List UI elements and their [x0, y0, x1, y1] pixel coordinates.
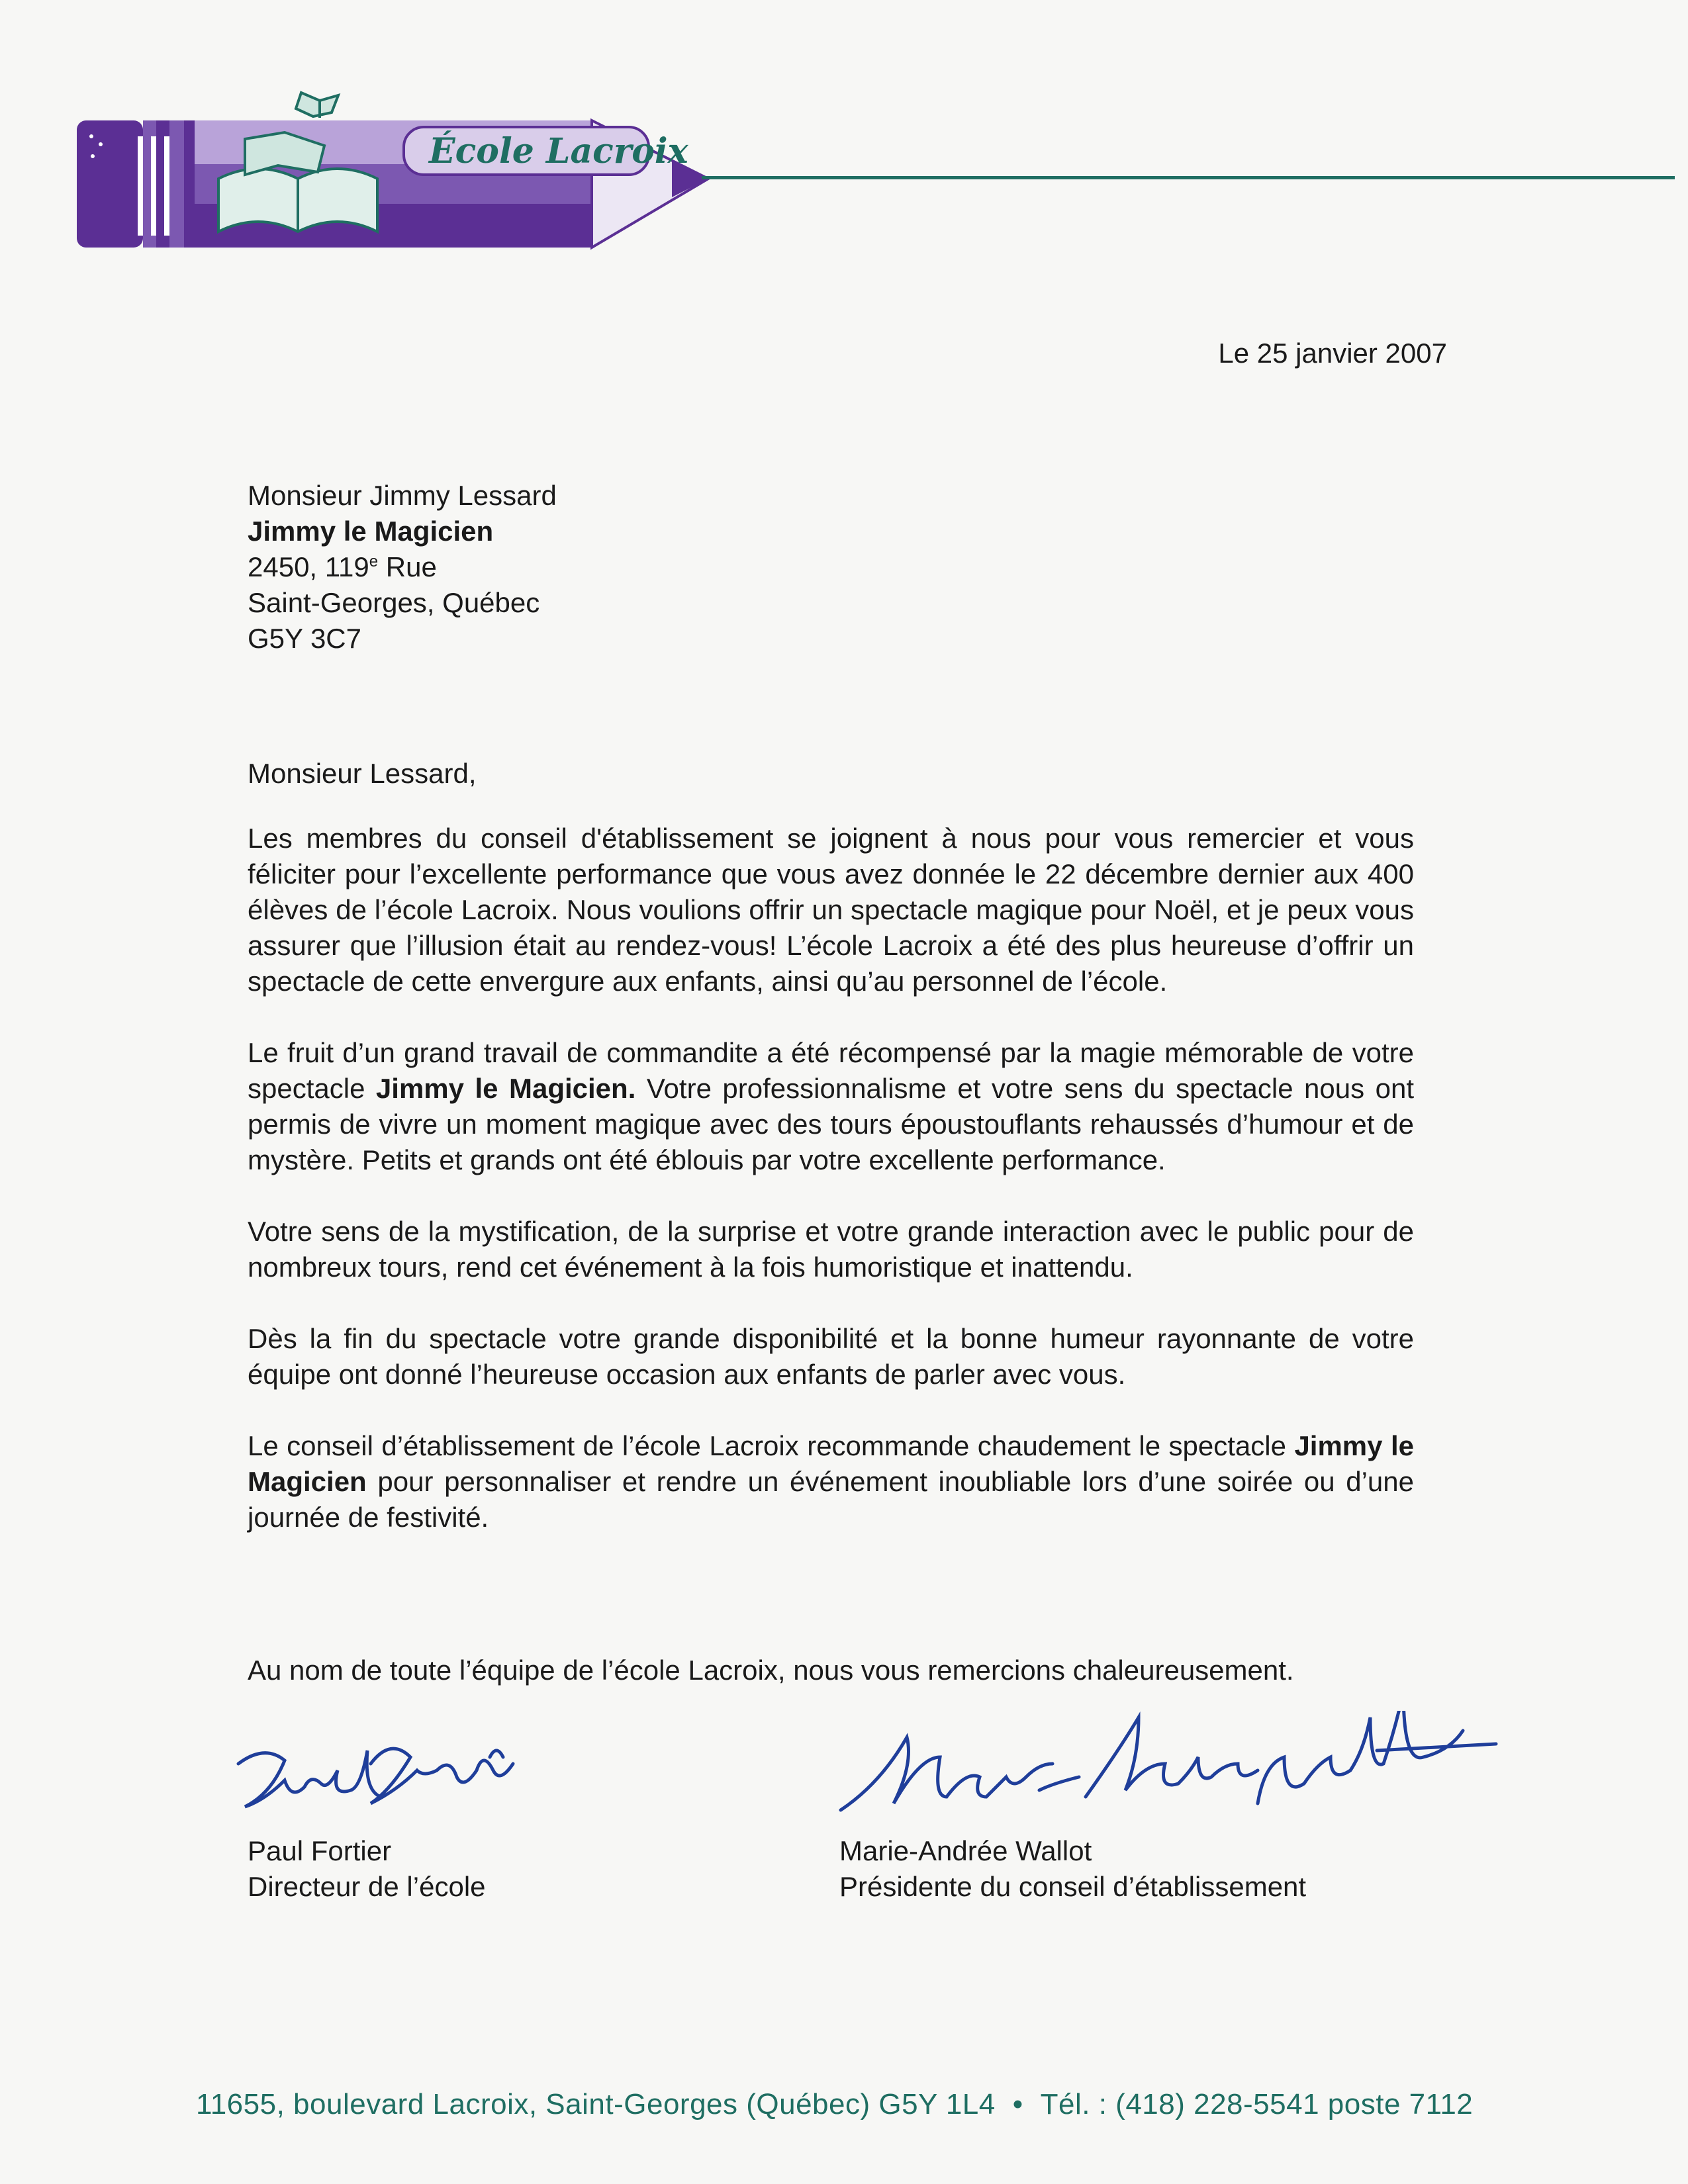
paragraph-4: Dès la fin du spectacle votre grande disponibilité et la bonne humeur rayonnante de votre équipe ont donné l’heureuse occasion aux enfants de parler avec vous. — [248, 1323, 1414, 1390]
recipient-address — [248, 478, 557, 657]
signer-right-title: Présidente du conseil d’établissement — [839, 1871, 1307, 1902]
signer-right-name: Marie-Andrée Wallot — [839, 1835, 1092, 1866]
letterhead-rule — [702, 176, 1675, 179]
recipient-street: 2450, 119e Rue — [248, 551, 437, 582]
recipient-name: Monsieur Jimmy Lessard — [248, 480, 557, 511]
flying-book-icon — [296, 93, 338, 118]
closing-line: Au nom de toute l’équipe de l’école Lacroix, nous vous remercions chaleureusement. — [248, 1655, 1294, 1686]
signer-right — [839, 1833, 1306, 1905]
recipient-postal: G5Y 3C7 — [248, 623, 361, 654]
recipient-city: Saint-Georges, Québec — [248, 587, 540, 618]
signer-left-name: Paul Fortier — [248, 1835, 392, 1866]
footer-phone: Tél. : (418) 228-5541 poste 7112 — [1040, 2088, 1474, 2120]
footer-separator: • — [1012, 2088, 1023, 2120]
letter-body — [248, 821, 1414, 1571]
signer-left-title: Directeur de l’école — [248, 1871, 486, 1902]
signature-left — [212, 1724, 583, 1837]
footer-address: 11655, boulevard Lacroix, Saint-Georges (Québec) G5Y 1L4 — [196, 2088, 996, 2120]
footer-contact — [196, 2088, 1473, 2121]
paragraph-2: Le fruit d’un grand travail de commandite a été récompensé par la magie mémorable de votre spectacle Jimmy le Magicien. Votre professionnalisme et votre sens du spectacle nous ont permis de vivre un moment magique avec des tours époustouflants rehaussés d’humour et de mystère. Petits et grands ont été éblouis par votre excellente performance. — [248, 1037, 1414, 1175]
signer-left — [248, 1833, 486, 1905]
ecole-lacroix-logo — [73, 79, 735, 265]
paragraph-3: Votre sens de la mystification, de la surprise et votre grande interaction avec le public pour de nombreux tours, rend cet événement à la fois humoristique et inattendu. — [248, 1216, 1414, 1283]
logo-text: École Lacroix — [429, 131, 688, 171]
paragraph-5: Le conseil d’établissement de l’école Lacroix recommande chaudement le spectacle Jimmy le Magicien pour personnaliser et rendre un événement inoubliable lors d’une soirée ou d’une journée de festivité. — [248, 1430, 1414, 1533]
signature-right — [821, 1711, 1509, 1843]
paragraph-1: Les membres du conseil d'établissement se joignent à nous pour vous remercier et vous féliciter pour l’excellente performance que vous avez donnée le 22 décembre dernier aux 400 élèves de l’école Lacroix. Nous voulions offrir un spectacle magique pour Noël, et je peux vous assurer que l’illusion était au rendez-vous! L’école Lacroix a été des plus heureuse d’offrir un spectacle de cette envergure aux enfants, ainsi qu’au personnel de l’école. — [248, 823, 1414, 997]
recipient-company: Jimmy le Magicien — [248, 516, 494, 547]
letterhead — [73, 79, 1688, 265]
letter-date: Le 25 janvier 2007 — [1218, 338, 1447, 369]
salutation: Monsieur Lessard, — [248, 758, 477, 789]
